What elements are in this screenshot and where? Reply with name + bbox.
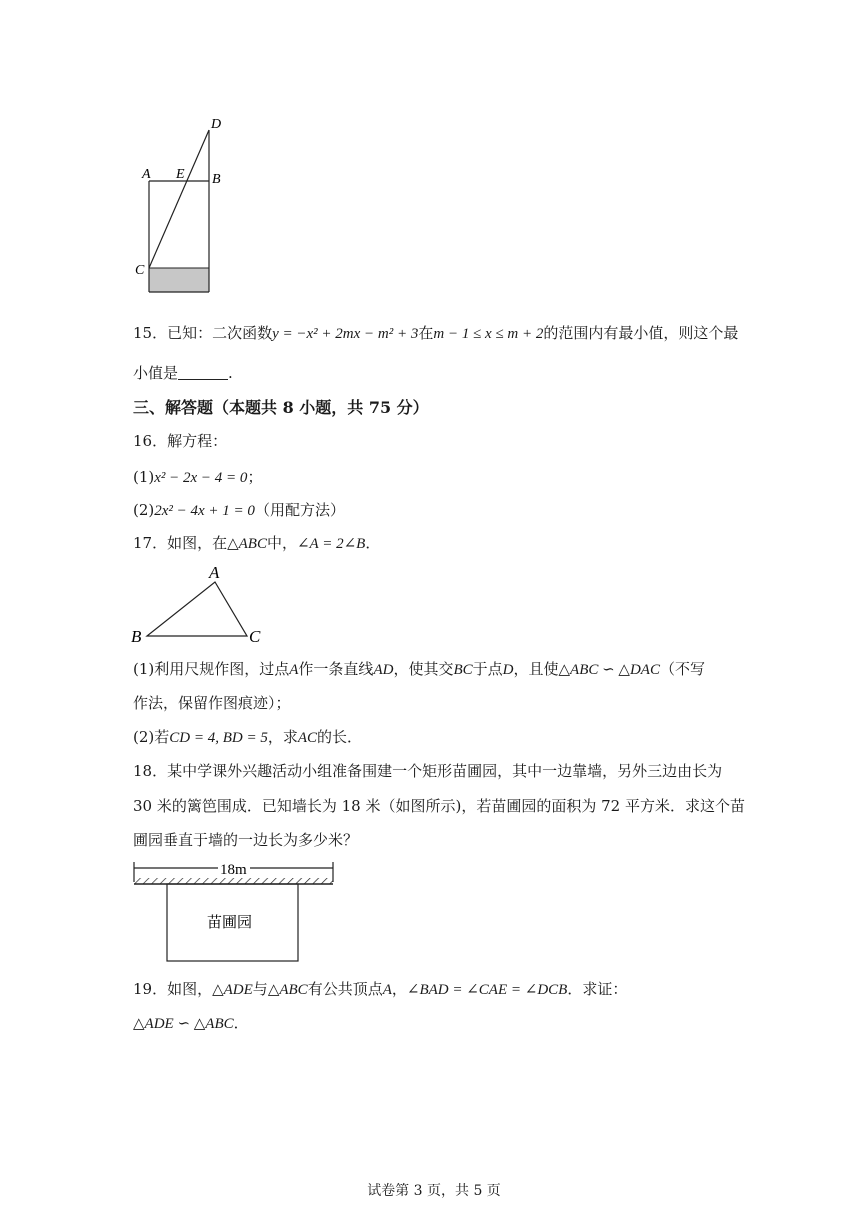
shaded-region: [149, 268, 209, 292]
section-title: 三、解答题（本题共 8 小题，共 75 分）: [133, 398, 429, 417]
q18-line2: 30 米的篱笆围成．已知墙长为 18 米（如图所示)，若苗圃园的面积为 72 平方米．求这个苗: [133, 797, 745, 815]
q18-line1: 18．某中学课外兴趣活动小组准备围建一个矩形苗圃园，其中一边靠墙，另外三边由长为: [133, 762, 723, 780]
q15-line1: [133, 323, 738, 344]
q18-line3: 圃园垂直于墙的一边长为多少米？: [133, 831, 359, 849]
q15-formula: y = −x² + 2mx − m² + 3: [272, 326, 419, 342]
wall-length-label: 18m: [220, 862, 247, 878]
math: CD = 4, BD = 5: [169, 730, 268, 746]
q19-line1: [133, 979, 627, 1000]
figure-rectangle-diagonal: [125, 112, 235, 302]
figure-garden: [128, 856, 343, 966]
label-c: C: [135, 263, 145, 278]
q17-end: ．: [365, 534, 381, 552]
math: △ABC ∽ △DAC: [558, 662, 660, 678]
q16-p1-label: (1): [133, 468, 155, 486]
q15-range: m − 1 ≤ x ≤ m + 2: [433, 326, 544, 342]
garden-label: 苗圃园: [207, 915, 253, 931]
q16-p2-label: (2): [133, 501, 155, 519]
text: 的长．: [317, 728, 363, 746]
q16-p2-note: （用配方法）: [254, 501, 345, 519]
q17-part2: [133, 727, 362, 748]
math: AC: [297, 730, 318, 746]
text: （不写: [659, 660, 705, 678]
wall-hatch: [134, 878, 333, 884]
segment-cd: [149, 130, 209, 268]
math: AD: [373, 662, 394, 678]
q17-part1-line2: 作法，保留作图痕迹）；: [133, 694, 291, 712]
label-e: E: [176, 167, 185, 182]
math: A: [289, 662, 299, 678]
math: BC: [453, 662, 473, 678]
text: ，使其交: [393, 660, 454, 678]
page-footer: 试卷第 3 页，共 5 页: [367, 1183, 501, 1199]
text: 有公共顶点: [307, 980, 383, 998]
math: D: [502, 662, 514, 678]
q17-text-mid: 中，: [266, 534, 297, 552]
math: △ADE: [212, 982, 253, 998]
text: ．: [233, 1014, 249, 1032]
label-b: B: [131, 627, 142, 646]
text: ，且使: [513, 660, 559, 678]
text: 作一条直线: [298, 660, 374, 678]
q16-p1-end: ；: [247, 468, 263, 486]
text: ，求: [267, 728, 298, 746]
triangle-abc: [147, 582, 247, 636]
q15-line2-end: .: [228, 364, 233, 382]
q17-part1-line1: [133, 659, 705, 680]
q15-text: 15．已知：二次函数: [133, 324, 273, 342]
label-a: A: [209, 563, 220, 582]
text: 19．如图，: [133, 980, 213, 998]
q15-text-mid: 在: [418, 324, 434, 342]
q19-line2: [133, 1013, 249, 1034]
q17-triangle: △ABC: [227, 536, 267, 552]
q17-text: 17．如图，在: [133, 534, 228, 552]
math: △ABC: [267, 982, 308, 998]
text: 与: [252, 980, 268, 998]
q15-line2-text: 小值是: [133, 364, 179, 382]
answer-blank[interactable]: [178, 365, 228, 380]
label-c: C: [249, 627, 261, 646]
q16-part2: [133, 500, 345, 521]
math: △ADE ∽ △ABC: [133, 1016, 234, 1032]
math: A: [382, 982, 392, 998]
q16-title: 16．解方程：: [133, 432, 228, 450]
figure-triangle-abc: [125, 562, 275, 648]
text: ．求证：: [567, 980, 628, 998]
text: (2)若: [133, 728, 170, 746]
q16-p1-equation: x² − 2x − 4 = 0: [154, 470, 248, 486]
label-b: B: [212, 172, 221, 187]
math: ∠BAD = ∠CAE = ∠DCB: [406, 982, 568, 998]
q15-line2: [133, 363, 233, 383]
text: 于点: [472, 660, 503, 678]
label-d: D: [211, 117, 222, 132]
text: (1)利用尺规作图，过点: [133, 660, 290, 678]
text: ，: [391, 980, 407, 998]
q17-condition: ∠A = 2∠B: [296, 536, 366, 552]
q16-p2-equation: 2x² − 4x + 1 = 0: [154, 503, 255, 519]
q16-part1: [133, 467, 262, 488]
q15-text-end: 的范围内有最小值，则这个最: [543, 324, 739, 342]
q17-line1: [133, 533, 380, 554]
label-a: A: [142, 167, 151, 182]
